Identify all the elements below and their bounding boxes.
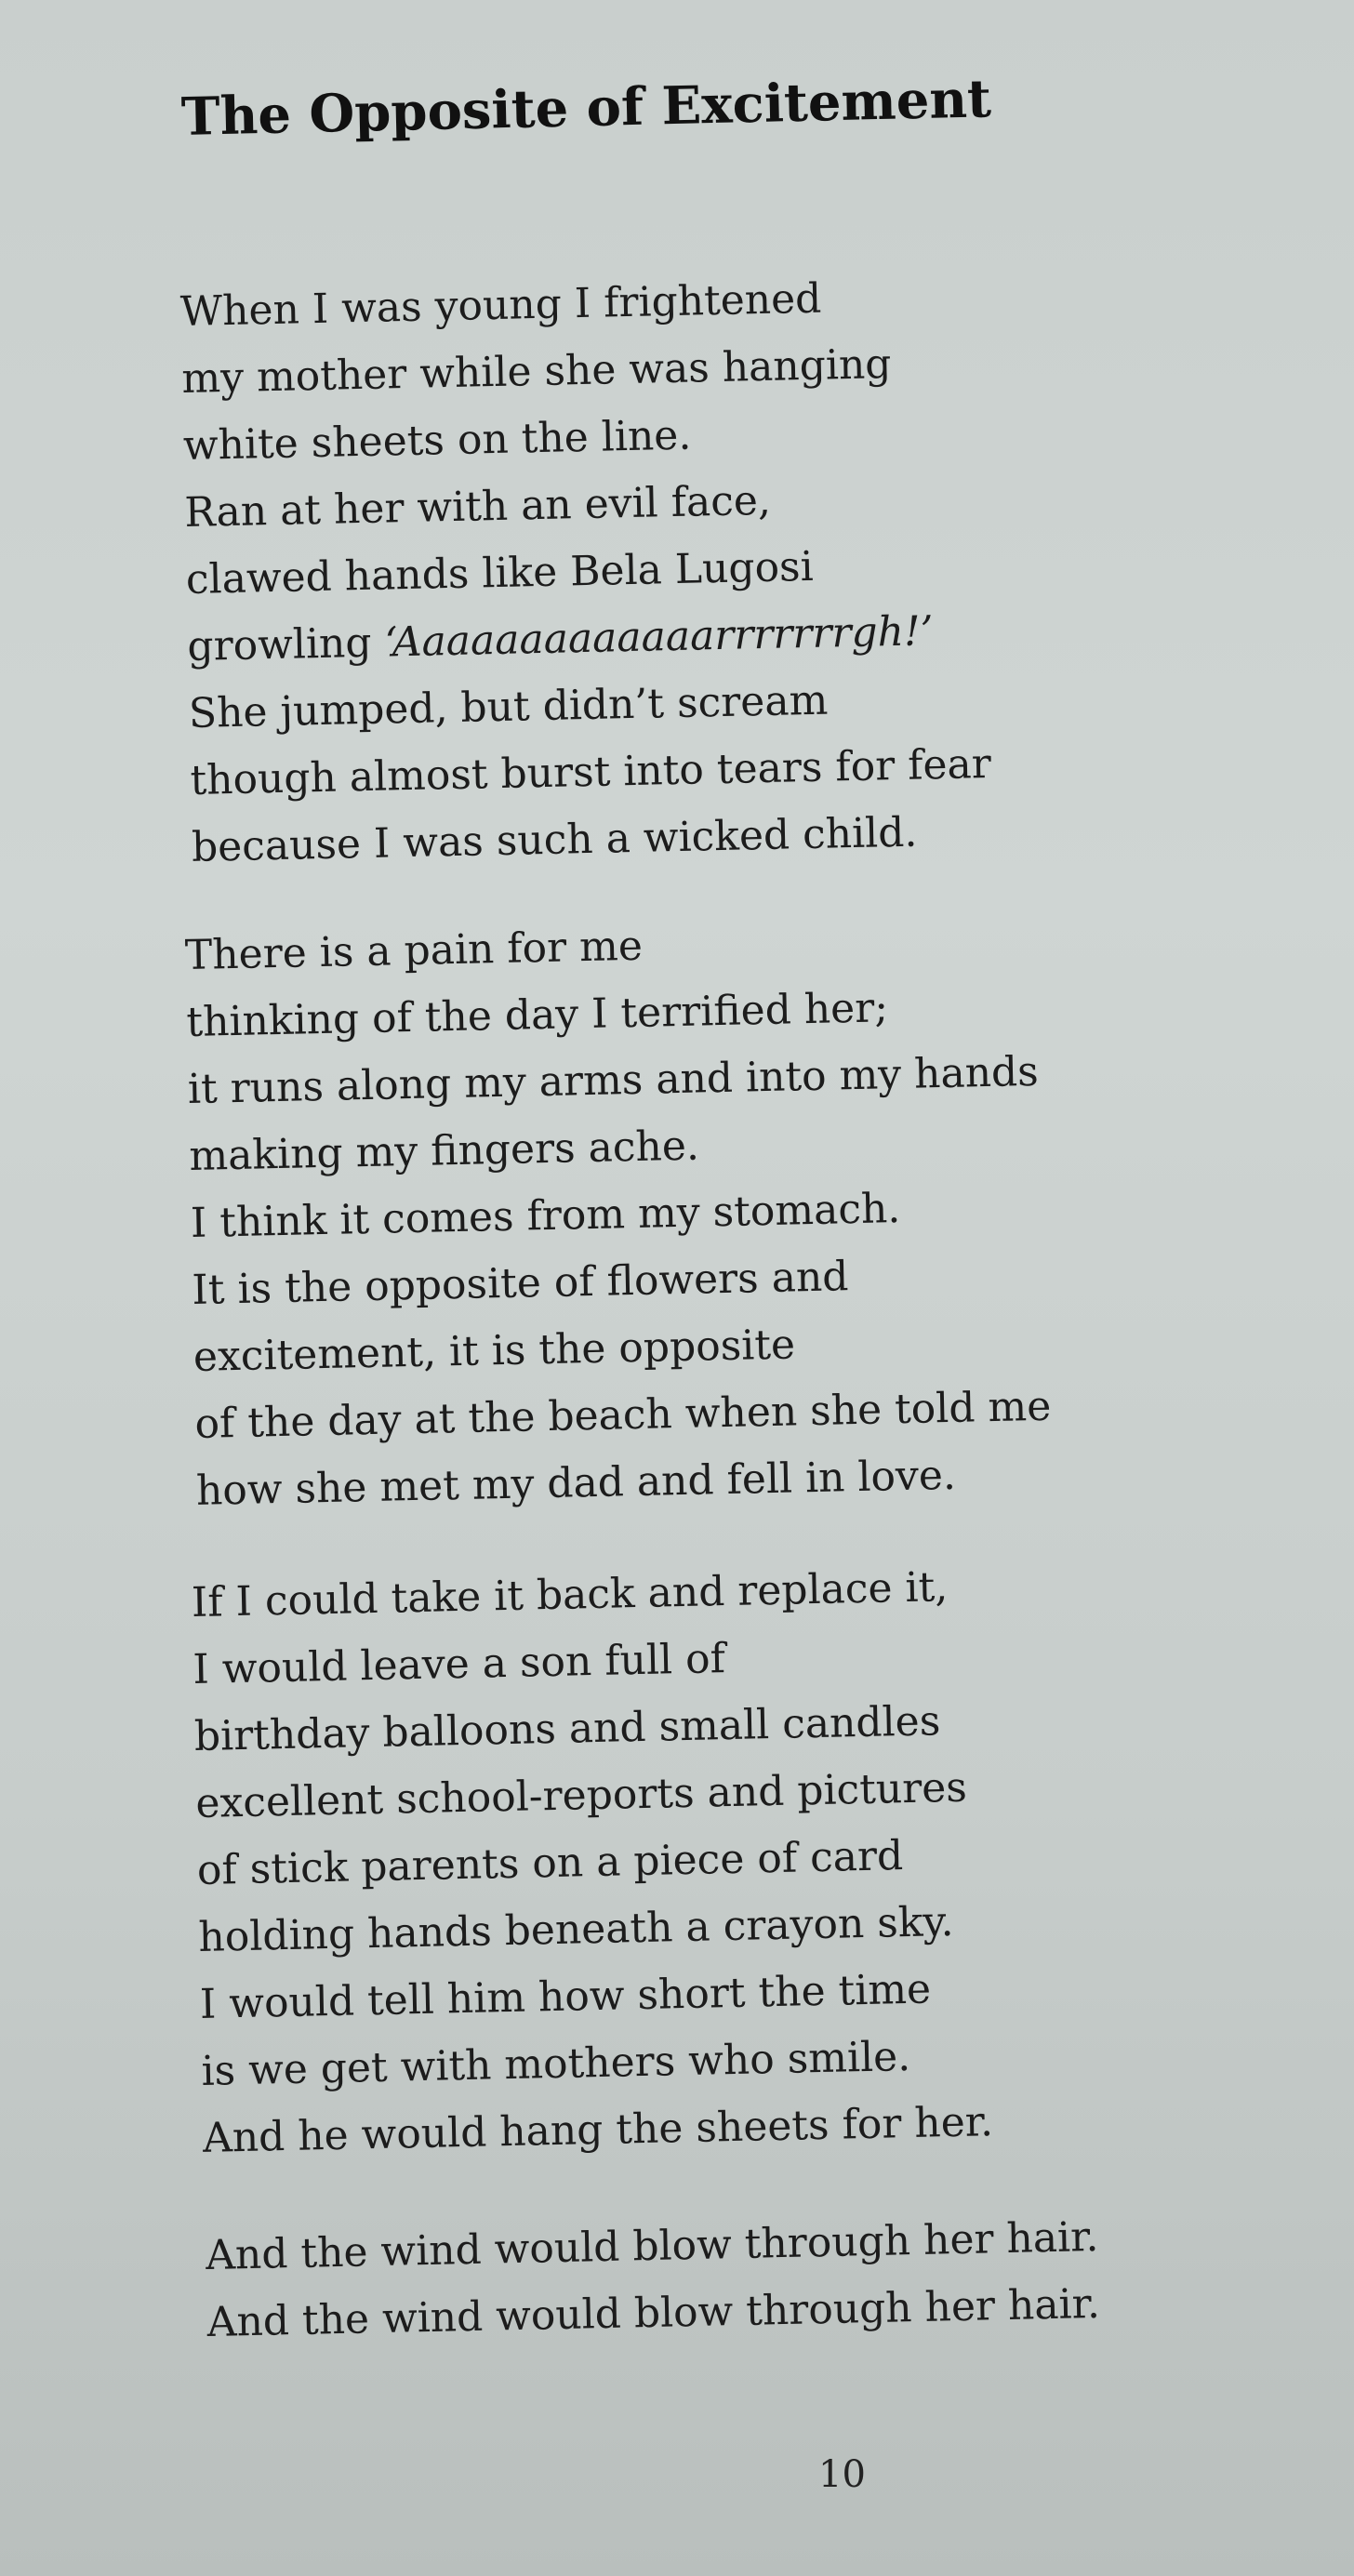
poem-line: I would leave a son full of: [192, 1635, 726, 1694]
poem-line: And the wind would blow through her hair.: [206, 2279, 1101, 2346]
poem-line: holding hands beneath a crayon sky.: [197, 1897, 954, 1961]
poem-line: of stick parents on a piece of card: [196, 1832, 904, 1894]
stanza-1: [179, 262, 993, 882]
poem-line: If I could take it back and replace it,: [191, 1563, 949, 1627]
page-number: 10: [818, 2453, 866, 2496]
poem-line: of the day at the beach when she told me: [193, 1382, 1052, 1448]
poem-line: how she met my dad and fell in love.: [195, 1451, 957, 1515]
poem-line: clawed hands like Bela Lugosi: [185, 542, 815, 604]
poem-line: And he would hang the sheets for her.: [202, 2098, 994, 2162]
stanza-3: [191, 1553, 993, 2172]
poem-line: thinking of the day I terrified her;: [185, 984, 889, 1047]
growling-word: growling: [186, 618, 385, 671]
poem-line: There is a pain for me: [184, 922, 644, 980]
poem-title: The Opposite of Excitement: [180, 68, 992, 148]
stanza-4: [205, 2204, 1100, 2357]
poem-line: When I was young I frightened: [179, 274, 822, 337]
poem-line: my mother while she was hanging: [180, 340, 892, 404]
growl-italic: ‘Aaaaaaaaaaaaarrrrrrrgh!’: [383, 607, 935, 667]
poem-line: though almost burst into tears for fear: [189, 739, 992, 804]
poem-line: excellent school-reports and pictures: [194, 1763, 968, 1828]
poem-line: because I was such a wicked child.: [191, 808, 918, 871]
poem-line: I think it comes from my stomach.: [190, 1185, 901, 1247]
poem-line: white sheets on the line.: [182, 411, 692, 471]
poem-line: is we get with mothers who smile.: [200, 2032, 911, 2095]
poem-line: making my fingers ache.: [188, 1122, 700, 1181]
poem-line: Ran at her with an evil face,: [183, 476, 772, 538]
poem-line: it runs along my arms and into my hands: [187, 1047, 1040, 1114]
poem-line: birthday balloons and small candles: [193, 1697, 941, 1761]
poem-line: I would tell him how short the time: [199, 1965, 932, 2028]
poem-line: And the wind would blow through her hair.: [205, 2212, 1099, 2280]
poem-line: It is the opposite of flowers and: [191, 1253, 849, 1314]
stanza-2: [184, 905, 1053, 1525]
poem-line: excitement, it is the opposite: [192, 1321, 796, 1381]
poem-line: She jumped, but didn’t scream: [188, 676, 829, 737]
